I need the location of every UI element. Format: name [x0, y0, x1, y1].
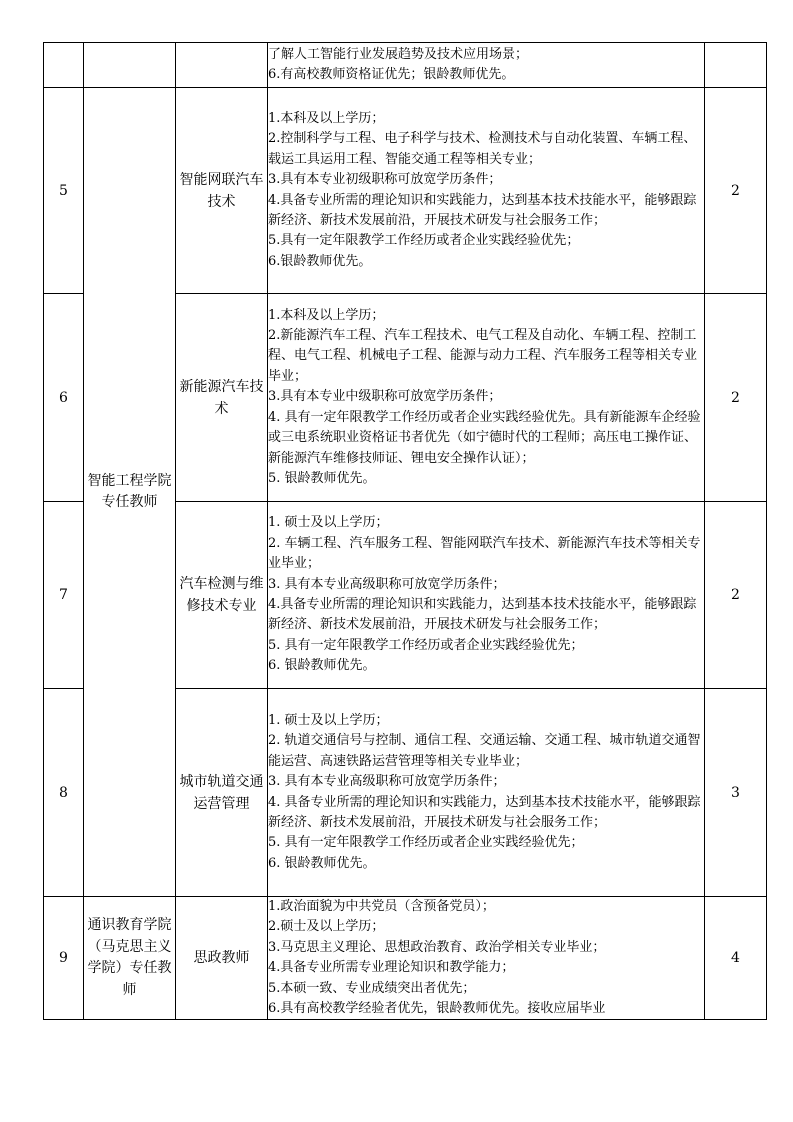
- position-cell: 城市轨道交通运营管理: [176, 689, 268, 897]
- row-number: 6: [44, 294, 84, 502]
- requirement-line: 1.本科及以上学历；: [268, 307, 385, 323]
- requirement-line: 3. 具有本专业高级职称可放宽学历条件；: [268, 774, 506, 790]
- position-cell: 思政教师: [176, 897, 268, 1020]
- row-number: 9: [44, 897, 84, 1020]
- headcount-cell: 3: [705, 689, 767, 897]
- requirement-line: 6. 银龄教师优先。: [268, 855, 376, 871]
- requirements-cell: [268, 43, 705, 88]
- requirement-line: 5.具有一定年限教学工作经历或者企业实践经验优先；: [268, 233, 580, 249]
- department-cell: [84, 43, 176, 88]
- row-number: 5: [44, 88, 84, 294]
- requirement-line: 1.本科及以上学历；: [268, 110, 385, 126]
- headcount-cell: 2: [705, 88, 767, 294]
- recruitment-table: [43, 42, 767, 1020]
- requirement-line: 4. 具有一定年限教学工作经历或者企业实践经验优先。具有新能源车企经验或三电系统职业资格证书者优先（如宁德时代的工程师；高压电工操作证、新能源汽车维修技师证、锂电安全操作认证）；: [268, 409, 701, 466]
- requirement-line: 5. 银龄教师优先。: [268, 470, 376, 486]
- requirement-line: 1. 硕士及以上学历；: [268, 712, 389, 728]
- requirement-line: 2. 车辆工程、汽车服务工程、智能网联汽车技术、新能源汽车技术等相关专业毕业；: [268, 535, 701, 572]
- requirement-line: 6.有高校教师资格证优先；银龄教师优先。: [268, 67, 515, 82]
- position-cell: [176, 43, 268, 88]
- requirement-line: 1.政治面貌为中共党员（含预备党员）；: [268, 899, 495, 914]
- position-cell: 新能源汽车技术: [176, 294, 268, 502]
- requirement-line: 5.本硕一致、专业成绩突出者优先；: [268, 980, 476, 996]
- row-number: 8: [44, 689, 84, 897]
- requirement-line: 了解人工智能行业发展趋势及技术应用场景；: [268, 46, 529, 62]
- requirements-cell: [268, 689, 705, 897]
- requirement-line: 4.具备专业所需专业理论知识和教学能力；: [268, 960, 515, 976]
- requirement-line: 2.硕士及以上学历；: [268, 919, 385, 935]
- requirement-line: 3.马克思主义理论、思想政治教育、政治学相关专业毕业；: [268, 939, 606, 955]
- department-cell: 通识教育学院（马克思主义学院）专任教师: [84, 897, 176, 1020]
- position-cell: 智能网联汽车技术: [176, 88, 268, 294]
- requirement-line: 4.具备专业所需的理论知识和实践能力，达到基本技术技能水平，能够跟踪新经济、新技术发展前沿，开展技术研发与社会服务工作；: [268, 192, 697, 228]
- requirement-line: 4. 具备专业所需的理论知识和实践能力，达到基本技术技能水平，能够跟踪新经济、新技术发展前沿，开展技术研发与社会服务工作；: [268, 794, 701, 830]
- position-cell: 汽车检测与维修技术专业: [176, 502, 268, 689]
- headcount-cell: 2: [705, 294, 767, 502]
- table-row: [44, 897, 767, 1020]
- requirement-line: 3. 具有本专业高级职称可放宽学历条件；: [268, 576, 506, 592]
- table-row: [44, 88, 767, 294]
- requirement-line: 2. 轨道交通信号与控制、通信工程、交通运输、交通工程、城市轨道交通智能运营、高速铁路运营管理等相关专业毕业；: [268, 733, 701, 769]
- headcount-cell: 4: [705, 897, 767, 1020]
- requirements-cell: [268, 897, 705, 1020]
- requirement-line: 2.控制科学与工程、电子科学与技术、检测技术与自动化装置、车辆工程、载运工具运用工程、智能交通工程等相关专业；: [268, 131, 697, 167]
- row-number: 7: [44, 502, 84, 689]
- requirements-cell: [268, 502, 705, 689]
- requirement-line: 5. 具有一定年限教学工作经历或者企业实践经验优先；: [268, 637, 584, 653]
- headcount-cell: [705, 43, 767, 88]
- table-row: [44, 43, 767, 88]
- requirement-line: 1. 硕士及以上学历；: [268, 515, 389, 531]
- requirements-cell: [268, 294, 705, 502]
- requirement-line: 6.银龄教师优先。: [268, 253, 372, 269]
- requirements-cell: [268, 88, 705, 294]
- requirement-line: 6. 银龄教师优先。: [268, 658, 376, 674]
- requirement-line: 3.具有本专业中级职称可放宽学历条件；: [268, 389, 502, 405]
- requirement-line: 2.新能源汽车工程、汽车工程技术、电气工程及自动化、车辆工程、控制工程、电气工程、机械电子工程、能源与动力工程、汽车服务工程等相关专业毕业；: [268, 328, 698, 384]
- requirement-line: 5. 具有一定年限教学工作经历或者企业实践经验优先；: [268, 835, 584, 851]
- requirement-line: 3.具有本专业初级职称可放宽学历条件；: [268, 172, 502, 188]
- requirement-line: 4.具备专业所需的理论知识和实践能力，达到基本技术技能水平，能够跟踪新经济、新技术发展前沿，开展技术研发与社会服务工作；: [268, 597, 697, 633]
- requirement-line: 6.具有高校教学经验者优先，银龄教师优先。接收应届毕业: [268, 1001, 606, 1017]
- row-number: [44, 43, 84, 88]
- department-cell: 智能工程学院专任教师: [84, 88, 176, 897]
- headcount-cell: 2: [705, 502, 767, 689]
